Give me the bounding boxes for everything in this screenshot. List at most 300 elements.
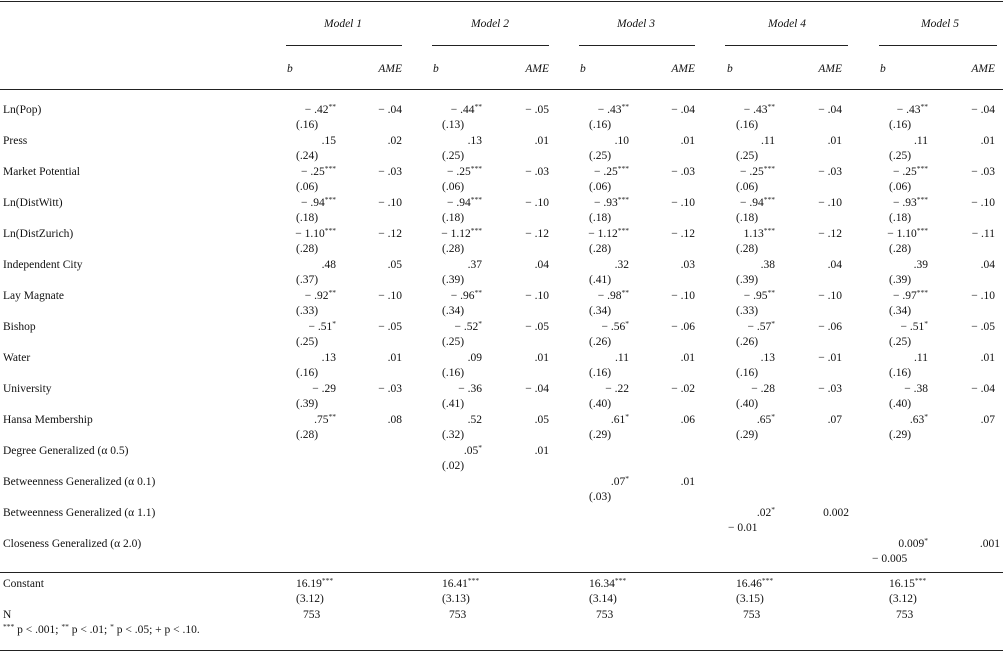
coef-value: − .95: [743, 290, 768, 302]
sig-stars: **: [621, 102, 629, 111]
sig-stars: *: [478, 319, 482, 328]
ame-cell: − .04: [671, 104, 695, 116]
row-label: Market Potential: [3, 166, 80, 178]
col-header-b: b: [880, 63, 886, 75]
sig-stars: ***: [763, 226, 775, 235]
coef-cell: [715, 321, 775, 334]
ame-cell: − .02: [671, 383, 695, 395]
model-group-rule: [432, 45, 549, 46]
coef-value: 16.46: [736, 578, 762, 590]
coef-value: − .94: [301, 197, 325, 209]
n-value: 753: [449, 609, 467, 621]
coef-cell: [868, 383, 928, 396]
std-error: (.18): [442, 212, 465, 224]
std-error: (.16): [296, 119, 319, 131]
ame-cell: − .05: [971, 321, 995, 333]
coef-value: .02: [756, 507, 772, 519]
std-error: (.40): [889, 398, 912, 410]
col-header-b: b: [580, 63, 586, 75]
ame-cell: 0.002: [823, 507, 849, 519]
coef-cell: [422, 104, 482, 117]
n-value: 753: [303, 609, 321, 621]
coef-value: − .44: [450, 104, 475, 116]
coef-cell: [715, 135, 775, 148]
model-group-rule: [725, 45, 848, 46]
std-error: (.34): [442, 305, 465, 317]
coef-cell: [276, 228, 336, 241]
coef-value: − .51: [900, 321, 925, 333]
coef-cell: [868, 197, 928, 210]
ame-cell: − .10: [378, 197, 402, 209]
coef-value: .10: [614, 135, 629, 147]
ame-cell: − .05: [378, 321, 402, 333]
coef-cell: [868, 104, 928, 117]
coef-value: − .52: [454, 321, 479, 333]
coef-value: .15: [321, 135, 336, 147]
ame-cell: − .03: [971, 166, 995, 178]
row-label: Press: [3, 135, 28, 147]
sig-stars: **: [328, 288, 336, 297]
col-header-ame: AME: [378, 63, 402, 75]
coef-value: 0.009: [898, 538, 925, 550]
sig-stars: **: [621, 288, 629, 297]
std-error: (.28): [442, 243, 465, 255]
coef-value: − .38: [904, 383, 928, 395]
coef-value: − .93: [893, 197, 917, 209]
coef-cell: [422, 321, 482, 334]
ame-cell: − .04: [818, 104, 842, 116]
constant-se: (3.12): [296, 593, 324, 605]
coef-cell: [422, 259, 482, 272]
ame-cell: .08: [387, 414, 402, 426]
ame-cell: − .12: [525, 228, 549, 240]
coef-cell: [569, 259, 629, 272]
ame-cell: − .03: [818, 166, 842, 178]
coef-cell: [715, 228, 775, 241]
std-error: (.16): [442, 367, 465, 379]
coef-cell: [422, 445, 482, 458]
coef-value: − .98: [597, 290, 622, 302]
coef-cell: [569, 414, 629, 427]
ame-cell: .01: [680, 476, 695, 488]
sig-stars: **: [474, 102, 482, 111]
coef-value: − .22: [605, 383, 629, 395]
ame-cell: − .10: [818, 197, 842, 209]
coef-value: 1.13: [743, 228, 764, 240]
coef-value: − .93: [594, 197, 618, 209]
ame-cell: .03: [680, 259, 695, 271]
ame-cell: − .04: [525, 383, 549, 395]
sig-stars: **: [767, 288, 775, 297]
sig-stars: **: [328, 412, 336, 421]
sig-stars: ***: [614, 576, 627, 585]
std-error: (.06): [296, 181, 319, 193]
ame-cell: .02: [387, 135, 402, 147]
constant-se: (3.15): [736, 593, 764, 605]
sig-stars: *: [924, 319, 928, 328]
std-error: (.40): [589, 398, 612, 410]
col-header-ame: AME: [818, 63, 842, 75]
coef-cell: [569, 476, 629, 489]
coef-cell: [569, 166, 629, 179]
std-error: (.16): [589, 119, 612, 131]
std-error: (.33): [736, 305, 759, 317]
coef-value: − 1.12: [588, 228, 618, 240]
constant-value: [442, 578, 479, 591]
sig-stars: ***: [324, 195, 336, 204]
std-error: − 0.005: [872, 553, 908, 565]
table-top-rule: [0, 1, 1003, 2]
coef-cell: [422, 135, 482, 148]
std-error: (.28): [889, 243, 912, 255]
constant-value: [889, 578, 926, 591]
coef-cell: [715, 166, 775, 179]
model-title: Model 3: [616, 18, 655, 30]
row-label: Closeness Generalized (α 2.0): [3, 538, 142, 550]
sig-stars: ***: [916, 226, 928, 235]
coef-cell: [422, 228, 482, 241]
coef-value: .39: [913, 259, 928, 271]
ame-cell: .04: [827, 259, 842, 271]
ame-cell: − .04: [971, 383, 995, 395]
coef-value: .65: [756, 414, 772, 426]
sig-stars: *: [478, 443, 482, 452]
coef-cell: [868, 414, 928, 427]
coef-cell: [715, 197, 775, 210]
coef-value: .05: [463, 445, 479, 457]
col-header-ame: AME: [525, 63, 549, 75]
sig-stars: ***: [617, 226, 629, 235]
ame-cell: − .10: [378, 290, 402, 302]
coef-cell: [868, 135, 928, 148]
row-label: Bishop: [3, 321, 36, 333]
std-error: (.29): [736, 429, 759, 441]
coef-cell: [276, 383, 336, 396]
sig-stars: ***: [916, 195, 928, 204]
sig-stars: ***: [324, 164, 336, 173]
coef-value: .61: [610, 414, 626, 426]
coef-value: − .36: [458, 383, 482, 395]
coef-value: − 1.12: [441, 228, 471, 240]
coef-value: − .92: [304, 290, 329, 302]
footnote: *** p < .001; ** p < .01; * p < .05; + p < .10.: [3, 622, 200, 636]
constant-value: [296, 578, 333, 591]
std-error: (.39): [889, 274, 912, 286]
constant-value: [589, 578, 626, 591]
row-label: Ln(DistWitt): [3, 197, 63, 209]
coef-value: .13: [321, 352, 336, 364]
ame-cell: .01: [680, 352, 695, 364]
coef-cell: [868, 259, 928, 272]
ame-cell: .01: [980, 135, 995, 147]
ame-cell: .01: [534, 352, 549, 364]
coef-value: − .25: [301, 166, 325, 178]
sig-stars: *: [924, 536, 928, 545]
coef-value: − .25: [594, 166, 618, 178]
sig-stars: *: [771, 412, 775, 421]
std-error: (.39): [736, 274, 759, 286]
sig-stars: ***: [324, 226, 336, 235]
coef-cell: [422, 290, 482, 303]
col-header-b: b: [727, 63, 733, 75]
std-error: (.25): [589, 150, 612, 162]
coef-value: − .25: [740, 166, 764, 178]
constant-se: (3.14): [589, 593, 617, 605]
std-error: (.18): [736, 212, 759, 224]
coef-value: − .97: [893, 290, 917, 302]
coef-value: 16.15: [889, 578, 915, 590]
row-label: Ln(DistZurich): [3, 228, 74, 240]
ame-cell: .01: [680, 135, 695, 147]
std-error: (.29): [889, 429, 912, 441]
ame-cell: .05: [534, 414, 549, 426]
coef-value: − .42: [304, 104, 329, 116]
ame-cell: − .04: [378, 104, 402, 116]
coef-cell: [276, 197, 336, 210]
std-error: (.02): [442, 460, 465, 472]
sig-stars: ***: [916, 164, 928, 173]
std-error: (.16): [296, 367, 319, 379]
std-error: (.32): [442, 429, 465, 441]
constant-se: (3.13): [442, 593, 470, 605]
std-error: (.25): [296, 336, 319, 348]
std-error: (.18): [589, 212, 612, 224]
std-error: (.28): [296, 243, 319, 255]
row-label: Hansa Membership: [3, 414, 93, 426]
ame-cell: − .12: [818, 228, 842, 240]
ame-cell: .001: [979, 538, 1000, 550]
ame-cell: − .03: [378, 383, 402, 395]
std-error: (.18): [296, 212, 319, 224]
sig-stars: *: [771, 319, 775, 328]
coef-cell: [569, 352, 629, 365]
row-label: Betweenness Generalized (α 1.1): [3, 507, 156, 519]
coef-cell: [569, 321, 629, 334]
ame-cell: − .04: [971, 104, 995, 116]
std-error: (.16): [889, 367, 912, 379]
n-value: 753: [743, 609, 761, 621]
ame-cell: − .10: [671, 290, 695, 302]
std-error: (.06): [889, 181, 912, 193]
coef-cell: [868, 290, 928, 303]
model-title: Model 4: [767, 18, 806, 30]
coef-cell: [422, 197, 482, 210]
ame-cell: − .11: [971, 228, 995, 240]
coef-value: − .56: [601, 321, 626, 333]
col-header-b: b: [287, 63, 293, 75]
coef-cell: [868, 228, 928, 241]
sig-stars: ***: [470, 164, 482, 173]
coef-cell: [868, 166, 928, 179]
coef-value: − .94: [447, 197, 471, 209]
coef-value: 16.19: [296, 578, 322, 590]
coef-value: .37: [467, 259, 482, 271]
model-group-rule: [879, 45, 997, 46]
constant-value: [736, 578, 773, 591]
ame-cell: − .03: [525, 166, 549, 178]
coef-cell: [422, 352, 482, 365]
sig-stars: *: [625, 412, 629, 421]
std-error: (.28): [589, 243, 612, 255]
std-error: (.25): [442, 336, 465, 348]
coef-value: − .51: [308, 321, 333, 333]
coef-value: − .43: [597, 104, 622, 116]
sig-stars: *: [924, 412, 928, 421]
sig-stars: **: [474, 288, 482, 297]
sig-stars: ***: [763, 164, 775, 173]
ame-cell: .01: [827, 135, 842, 147]
coef-value: .11: [761, 135, 775, 147]
row-label: University: [3, 383, 52, 395]
coef-cell: [715, 383, 775, 396]
coef-value: − .28: [751, 383, 775, 395]
ame-cell: − .10: [971, 290, 995, 302]
n-value: 753: [596, 609, 614, 621]
coef-value: .32: [614, 259, 629, 271]
coef-cell: [422, 383, 482, 396]
ame-cell: − .10: [525, 290, 549, 302]
coef-value: .52: [467, 414, 482, 426]
coef-value: − .43: [743, 104, 768, 116]
std-error: − 0.01: [728, 522, 758, 534]
row-label: Degree Generalized (α 0.5): [3, 445, 129, 457]
coef-value: .75: [314, 414, 329, 426]
model-title: Model 1: [323, 18, 362, 30]
coef-cell: [569, 290, 629, 303]
std-error: (.25): [889, 150, 912, 162]
row-label: Betweenness Generalized (α 0.1): [3, 476, 156, 488]
row-label: Lay Magnate: [3, 290, 64, 302]
std-error: (.34): [889, 305, 912, 317]
std-error: (.39): [442, 274, 465, 286]
ame-cell: .05: [387, 259, 402, 271]
coef-cell: [569, 135, 629, 148]
constant-se: (3.12): [889, 593, 917, 605]
ame-cell: .04: [534, 259, 549, 271]
coef-cell: [276, 104, 336, 117]
ame-cell: .01: [534, 445, 549, 457]
sig-stars: *: [332, 319, 336, 328]
sig-stars: ***: [617, 164, 629, 173]
coef-cell: [715, 104, 775, 117]
ame-cell: − .01: [818, 352, 842, 364]
ame-cell: − .10: [971, 197, 995, 209]
coef-value: .11: [615, 352, 629, 364]
ame-cell: − .10: [671, 197, 695, 209]
ame-cell: − .05: [525, 321, 549, 333]
ame-cell: − .03: [818, 383, 842, 395]
coef-cell: [276, 414, 336, 427]
ame-cell: − .06: [671, 321, 695, 333]
coef-cell: [569, 104, 629, 117]
std-error: (.26): [736, 336, 759, 348]
row-label-n: N: [3, 609, 12, 621]
ame-cell: .01: [387, 352, 402, 364]
std-error: (.24): [296, 150, 319, 162]
std-error: (.33): [296, 305, 319, 317]
coef-value: .48: [321, 259, 336, 271]
coef-cell: [868, 321, 928, 334]
std-error: (.39): [296, 398, 319, 410]
model-title: Model 5: [920, 18, 959, 30]
ame-cell: − .10: [525, 197, 549, 209]
ame-cell: − .06: [818, 321, 842, 333]
model-title: Model 2: [470, 18, 509, 30]
coef-cell: [276, 259, 336, 272]
coef-cell: [276, 321, 336, 334]
row-label: Ln(Pop): [3, 104, 42, 116]
coef-value: − .43: [896, 104, 921, 116]
sig-stars: ***: [467, 576, 480, 585]
coef-cell: [868, 538, 928, 551]
std-error: (.37): [296, 274, 319, 286]
coef-cell: [569, 383, 629, 396]
std-error: (.25): [889, 336, 912, 348]
coef-value: .63: [909, 414, 925, 426]
coef-cell: [422, 414, 482, 427]
coef-value: − 1.10: [887, 228, 917, 240]
sig-stars: *: [625, 474, 629, 483]
ame-cell: − .12: [378, 228, 402, 240]
coef-value: − .29: [312, 383, 336, 395]
n-value: 753: [896, 609, 914, 621]
std-error: (.28): [736, 243, 759, 255]
std-error: (.41): [442, 398, 465, 410]
model-group-rule: [579, 45, 695, 46]
sig-stars: ***: [470, 226, 482, 235]
coef-value: .11: [914, 352, 928, 364]
coef-value: − .25: [447, 166, 471, 178]
coef-cell: [276, 352, 336, 365]
coef-value: .38: [760, 259, 775, 271]
constant-rule: [0, 572, 1003, 573]
coef-cell: [715, 352, 775, 365]
std-error: (.26): [589, 336, 612, 348]
col-header-b: b: [433, 63, 439, 75]
coef-cell: [715, 507, 775, 520]
coef-value: .13: [760, 352, 775, 364]
coef-value: 16.41: [442, 578, 468, 590]
coef-value: − .94: [740, 197, 764, 209]
model-group-rule: [286, 45, 402, 46]
coef-cell: [422, 166, 482, 179]
std-error: (.16): [736, 367, 759, 379]
std-error: (.41): [589, 274, 612, 286]
ame-cell: .06: [680, 414, 695, 426]
coef-cell: [715, 414, 775, 427]
ame-cell: .04: [980, 259, 995, 271]
ame-cell: .07: [980, 414, 995, 426]
coef-cell: [715, 290, 775, 303]
ame-cell: − .12: [671, 228, 695, 240]
row-label: Independent City: [3, 259, 83, 271]
sig-stars: ***: [763, 195, 775, 204]
col-header-ame: AME: [671, 63, 695, 75]
ame-cell: − .05: [525, 104, 549, 116]
coef-cell: [569, 228, 629, 241]
std-error: (.25): [736, 150, 759, 162]
sig-stars: ***: [321, 576, 334, 585]
std-error: (.25): [442, 150, 465, 162]
sig-stars: **: [920, 102, 928, 111]
ame-cell: − .10: [818, 290, 842, 302]
std-error: (.06): [589, 181, 612, 193]
coef-value: − .96: [450, 290, 475, 302]
sig-stars: **: [767, 102, 775, 111]
std-error: (.29): [589, 429, 612, 441]
ame-cell: .01: [534, 135, 549, 147]
coef-value: .11: [914, 135, 928, 147]
